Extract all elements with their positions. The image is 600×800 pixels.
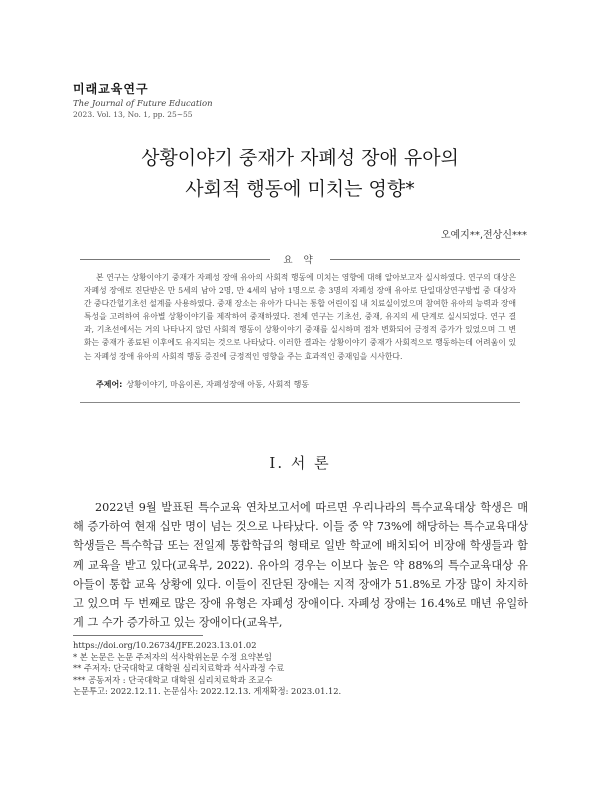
journal-name-korean: 미래교육연구 — [73, 82, 149, 96]
paper-title — [60, 143, 540, 205]
body-paragraph: 2022년 9월 발표된 특수교육 연차보고서에 따르면 우리나라의 특수교육대상 학생은 매해 증가하여 현재 십만 명이 넘는 것으로 나타났다. 이들 중 약 73%에 해당하는 특수교육대상 학생들은 특수학급 또는 전일제 통합학급의 형태로 일반 학교에 배치되어 비장애 학생들과 함께 교육을 받고 있다(교육부, 2022). 유아의 경우는 이보다 높은 약 88%의 특수교육대상 유아들이 통합 교육 상황에 있다. 이들이 진단된 장애는 지적 장애가 51.8%로 가장 많이 차지하고 있으며 두 번째로 많은 장애 유형은 자폐성 장애이다. 자폐성 장애는 16.4%로 매년 유일하게 그 수가 증가하고 있는 장애이다(교육부, — [73, 501, 528, 630]
footnote-2: ** 주저자: 단국대학교 대학원 심리치료학과 석사과정 수료 — [73, 663, 285, 674]
footnote-dates: 논문투고: 2022.12.11. 논문심사: 2022.12.13. 게재확정: 2023.01.12. — [73, 686, 342, 697]
journal-header — [73, 80, 293, 119]
footnote-doi: https://doi.org/10.26734/JFE.2023.13.01.02 — [73, 640, 257, 650]
journal-name-english: The Journal of Future Education — [73, 99, 213, 109]
abstract-text: 본 연구는 상황이야기 중재가 자폐성 장애 유아의 사회적 행동에 미치는 영향에 대해 알아보고자 실시하였다. 연구의 대상은 자폐성 장애로 진단받은 만 5세의 남아 2명, 만 4세의 남아 1명으로 총 3명의 자폐성 장애 유아로 단일대상연구방법 중 대상자간 중다간헐기초선 설계를 사용하였다. 중재 장소는 유아가 다니는 통합 어린이집 내 치료실이었으며 참여한 유아의 능력과 장애 특성을 고려하여 유아별 상황이야기를 제작하여 중재하였다. 전체 연구는 기초선, 중재, 유지의 세 단계로 실시되었다. 연구 결과, 기초선에서는 거의 나타나지 않던 사회적 행동이 상황이야기 중재를 실시하며 점차 변화되어 긍정적 증가가 있었으며 그 변화는 중재가 종료된 이후에도 유지되는 것으로 나타났다. 이러한 결과는 상황이야기 중재가 사회적으로 행동하는데 어려움이 있는 자폐성 장애 유아의 사회적 행동 증진에 긍정적인 영향을 주는 효과적인 중재임을 시사한다. — [84, 273, 516, 361]
journal-volume-info: 2023. Vol. 13, No. 1, pp. 25~55 — [73, 110, 193, 119]
keywords-label: 주제어: — [96, 380, 123, 389]
keywords — [96, 379, 516, 390]
keywords-list: 상황이야기, 마음이론, 자폐성장애 아동, 사회적 행동 — [126, 380, 310, 389]
paper-authors: 오예지**,전상신*** — [440, 230, 527, 241]
abstract-heading-rule-right — [330, 259, 520, 260]
footnote-3: *** 공동저자 : 단국대학교 대학원 심리치료학과 조교수 — [73, 674, 273, 685]
paper-title-line-2: 사회적 행동에 미치는 영향* — [185, 178, 415, 200]
footnotes — [73, 640, 528, 698]
abstract-heading — [80, 252, 520, 266]
footnote-divider — [73, 635, 203, 636]
section-heading-introduction: Ⅰ. 서 론 — [269, 454, 331, 472]
abstract-divider — [80, 402, 520, 403]
paper-title-line-1: 상황이야기 중재가 자폐성 장애 유아의 — [141, 147, 459, 169]
footnote-1: * 본 논문은 논문 주저자의 석사학위논문 수정 요약본임 — [73, 651, 272, 662]
abstract-heading-label: 요 약 — [283, 255, 317, 266]
